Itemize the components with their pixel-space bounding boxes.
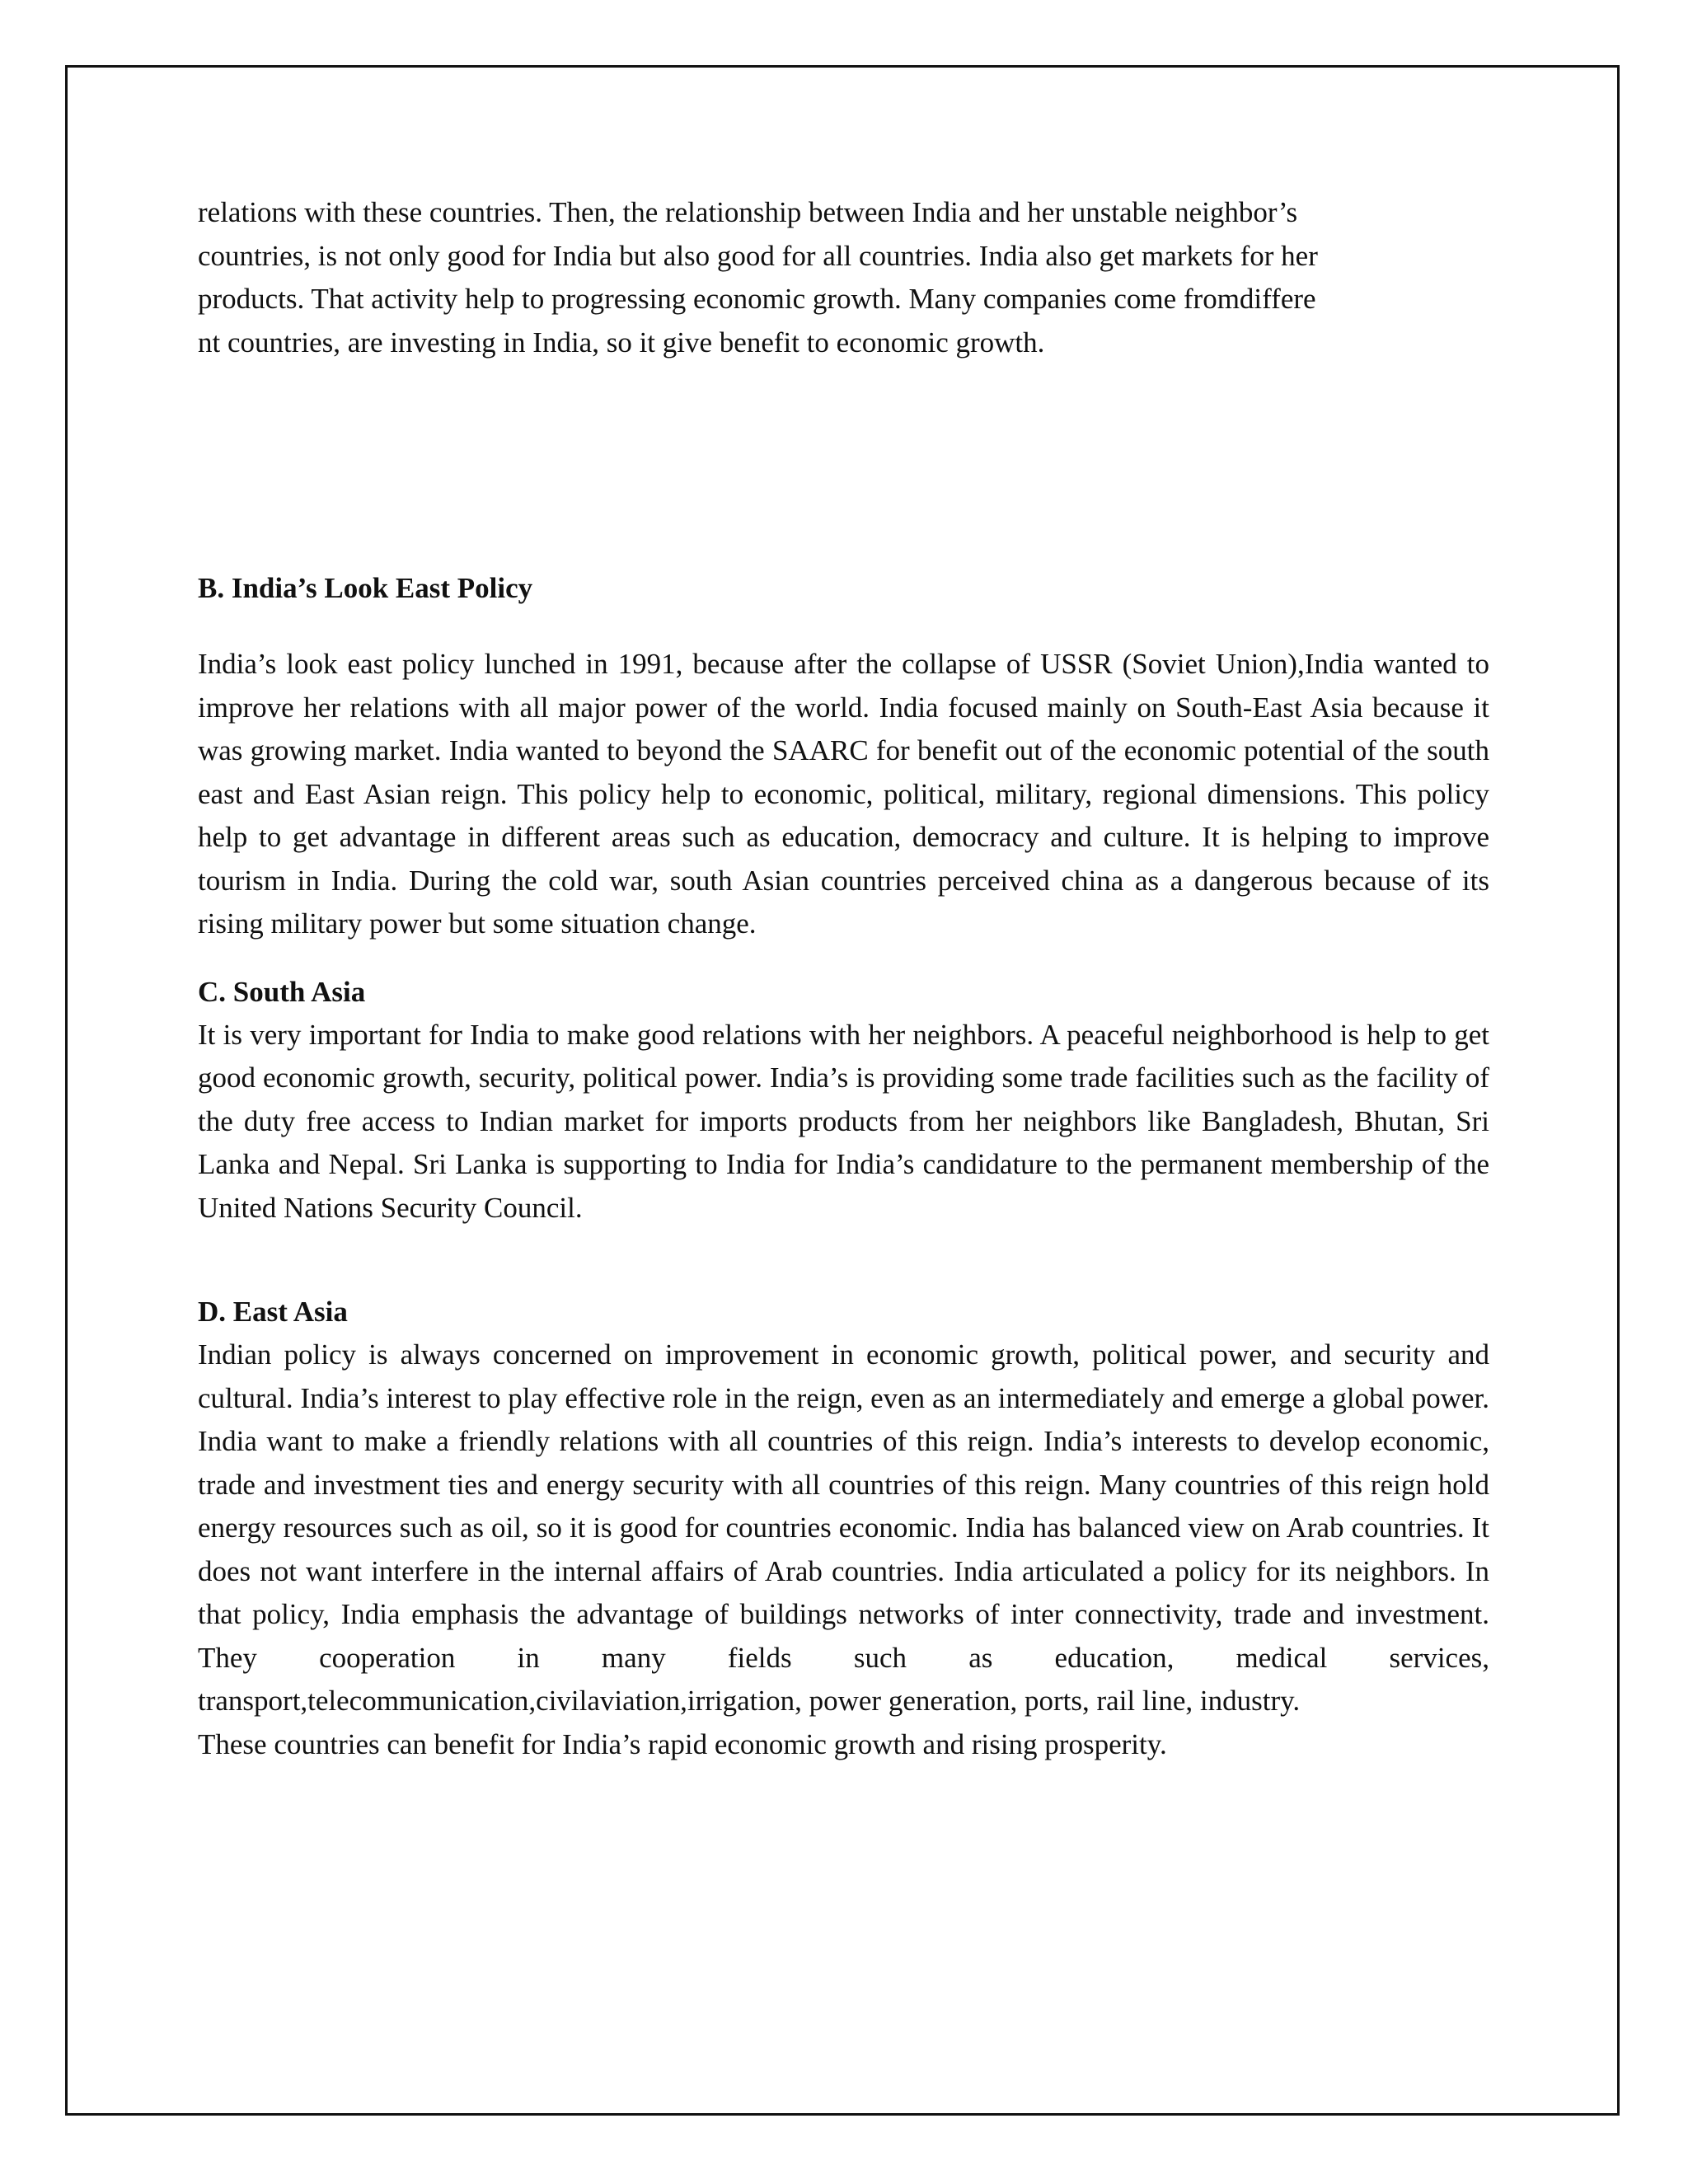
intro-line: nt countries, are investing in India, so it give benefit to economic growth. (198, 326, 1045, 359)
intro-line: products. That activity help to progressing economic growth. Many companies come fromdiffere (198, 283, 1316, 315)
section-heading-look-east: B. India’s Look East Policy (198, 572, 533, 604)
intro-line: countries, is not only good for India but also good for all countries. India also get markets for her (198, 239, 1318, 272)
intro-line: relations with these countries. Then, the relationship between India and her unstable neighbor’s (198, 196, 1298, 228)
section-paragraph-south-asia: It is very important for India to make good relations with her neighbors. A peaceful neighborhood is help to get good economic growth, security, political power. India’s is providing some trade facilities such as the facility of the duty free access to Indian market for imports products from her neighbors like Bangladesh, Bhutan, Sri Lanka and Nepal. Sri Lanka is supporting to India for India’s candidature to the permanent membership of the United Nations Security Council. (198, 1018, 1489, 1224)
section-heading-east-asia: D. East Asia (198, 1296, 348, 1328)
section-paragraph-east-asia: Indian policy is always concerned on improvement in economic growth, political power, and security and cultural. India’s interest to play effective role in the reign, even as an intermediately and emerge a global power. India want to make a friendly relations with all countries of this reign. India’s interests to develop economic, trade and investment ties and energy security with all countries of this reign. Many countries of this reign hold energy resources such as oil, so it is good for countries economic. India has balanced view on Arab countries. It does not want interfere in the internal affairs of Arab countries. India articulated a policy for its neighbors. In that policy, India emphasis the advantage of buildings networks of inter connectivity, trade and investment. They cooperation in many fields such as education, medical services, transport,telecommunication,civilaviation,irrigation, power generation, ports, rail line, industry. (198, 1338, 1489, 1717)
section-heading-south-asia: C. South Asia (198, 975, 366, 1008)
intro-paragraph (198, 191, 1489, 364)
section-closing-line-east-asia: These countries can benefit for India’s rapid economic growth and rising prosperity. (198, 1727, 1167, 1760)
document-body (198, 191, 1489, 1766)
section-paragraph-look-east: India’s look east policy lunched in 1991, because after the collapse of USSR (Soviet Union),India wanted to improve her relations with all major power of the world. India focused mainly on South-East Asia because it was growing market. India wanted to beyond the SAARC for benefit out of the economic potential of the south east and East Asian reign. This policy help to economic, political, military, regional dimensions. This policy help to get advantage in different areas such as education, democracy and culture. It is helping to improve tourism in India. During the cold war, south Asian countries perceived china as a dangerous because of its rising military power but some situation change. (198, 648, 1489, 940)
